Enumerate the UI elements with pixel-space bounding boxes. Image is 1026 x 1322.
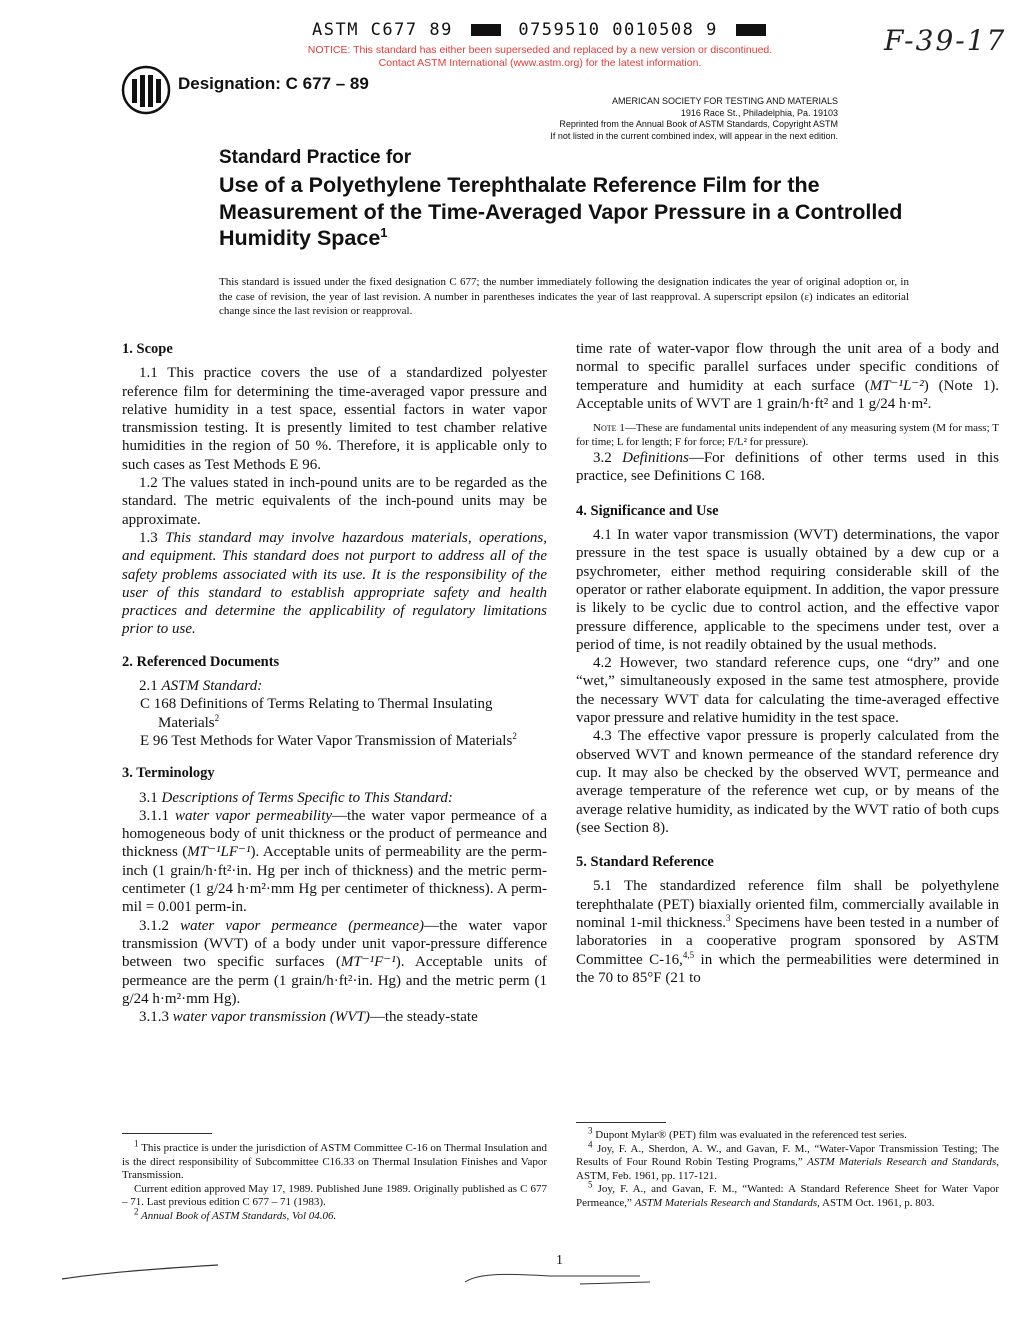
footnote-list-left [122, 1138, 547, 1223]
reference-e96 [140, 732, 547, 750]
para-3-1-1 [122, 807, 547, 917]
supersede-notice [280, 44, 800, 70]
page-number: 1 [556, 1253, 563, 1268]
para-3-1 [122, 789, 547, 807]
barcode-line [312, 20, 772, 40]
footnote-4-journal: ASTM Materials Research and Standards [807, 1156, 997, 1168]
footnote-5 [576, 1179, 999, 1210]
society-block [520, 96, 838, 142]
section-heading-terminology: 3. Terminology [122, 765, 215, 782]
para-3-1-2 [122, 917, 547, 1008]
para-3-1-2-b: ). Acceptable units of permeance are the perm (1 grain/h·ft²·in. Hg) and the metric perm (1 g/24 h·m²·mm Hg). [122, 954, 548, 1007]
title-footnote-ref: 1 [380, 224, 388, 240]
para-3-1-text: Descriptions of Terms Specific to This Standard: [161, 789, 453, 806]
barcode-right: 0759510 0010508 9 [518, 20, 718, 40]
para-3-2 [576, 449, 999, 486]
reference-c168-sup: 2 [214, 712, 220, 723]
designation: Designation: C 677 – 89 [178, 74, 369, 93]
notice-line-1: NOTICE: This standard has either been superseded and replaced by a new version or discontinued. [307, 44, 773, 56]
para-1-2: 1.2 The values stated in inch-pound units are to be regarded as the standard. The metric equivalents of the inch-pound units may be approximate. [122, 475, 547, 528]
note-1 [576, 421, 999, 449]
scan-mark-right [460, 1268, 660, 1290]
reprint-notice: Reprinted from the Annual Book of ASTM Standards, Copyright ASTM [559, 119, 838, 129]
left-column [122, 340, 547, 1026]
astm-logo-icon [121, 65, 171, 115]
footnote-5-b: , ASTM Oct. 1961, p. 803. [817, 1196, 935, 1209]
handwritten-note: F-39-17 [884, 24, 1007, 57]
para-5-1-sup2: 4,5 [682, 949, 695, 960]
section-heading-references: 2. Referenced Documents [122, 653, 280, 670]
para-5-1 [576, 877, 999, 987]
para-1-1: 1.1 This practice covers the use of a standardized polyester reference film for determining the time-averaged vapor pressure and relative humidity in a test space, essential factors in water vapor transmission testing. It is presently limited to test chamber relative humidities in the region of 50 %. Therefore, it is applicable only to such cases as Test Methods E 96. [122, 365, 547, 473]
para-1-3 [122, 529, 547, 639]
cont-unit: MT⁻¹L⁻² [869, 377, 924, 394]
footnote-4-b: , ASTM, Feb. 1961, pp. 117-121. [576, 1156, 999, 1182]
footnote-5-journal: ASTM Materials Research and Standards [634, 1196, 818, 1209]
right-column [576, 340, 999, 987]
para-5-1-b: Specimens have been tested in a number of laboratories in a cooperative program sponsored by ASTM Committee C-16, [576, 915, 1000, 968]
para-2-1-num: 2.1 [139, 678, 158, 695]
footnote-2 [122, 1205, 547, 1224]
para-3-1-1-b: ). Acceptable units of permeability are the perm-inch (1 grain/h·ft²·in. Hg per inch of thickness) and the metric perm-centimeter (1 g/24 h·m²·mm Hg per centimeter of thickness). A perm-mil = 0.001 perm-in. [122, 844, 547, 916]
para-4-3: 4.3 The effective vapor pressure is properly calculated from the observed WVT and known permeance of the standard reference dry cup. It may also be checked by the observed WVT, permeance and average temperature of the reference wet cup, or by means of the average relative humidity, as indicated by the WVT ratio of both cups (see Section 8). [576, 728, 999, 836]
term-permeability: water vapor permeability [175, 807, 333, 824]
footnote-3-text: Dupont Mylar® (PET) film was evaluated in the referenced test series. [592, 1129, 907, 1141]
para-3-1-3-a: —the steady-state [369, 1009, 478, 1026]
note-1-text: —These are fundamental units independent of any measuring system (M for mass; T for time; L for length; F for force; F/L² for pressure). [576, 422, 1000, 449]
title-prefix: Standard Practice for [219, 147, 412, 168]
footnote-2-text: Annual Book of ASTM Standards, Vol 04.06. [138, 1209, 337, 1222]
issuance-statement: This standard is issued under the fixed designation C 677; the number immediately following the designation indicates the year of original adoption or, in the case of revision, the year of last revision. A number in parentheses indicates the year of last reapproval. A superscript epsilon (ε) indicates an editorial change since the last revision or reapproval. [219, 276, 909, 317]
para-2-1-text: ASTM Standard: [161, 678, 263, 695]
note-1-label: Note 1 [593, 422, 625, 435]
footnote-1-text: This practice is under the jurisdiction of ASTM Committee C-16 on Thermal Insulation and is the direct responsibility of Subcommittee C16.33 on Thermal Insulation Finishes and Vapor Transmission. [122, 1142, 547, 1181]
para-3-1-2-num: 3.1.2 [139, 917, 169, 934]
reference-e96-text: E 96 Test Methods for Water Vapor Transmission of Materials [140, 732, 513, 749]
barcode-left: ASTM C677 89 [312, 20, 453, 40]
para-3-1-1-num: 3.1.1 [139, 807, 169, 824]
para-2-1 [122, 677, 547, 695]
cont-a: time rate of water-vapor flow through the unit area of a body and normal to specific parallel surfaces under specific conditions of temperature and humidity at each surface ( [576, 341, 999, 394]
para-3-2-text: —For definitions of other terms used in this practice, see Definitions C 168. [576, 450, 999, 485]
footnote-3 [576, 1125, 999, 1143]
footnote-1b: Current edition approved May 17, 1989. Published June 1989. Originally published as C 677 – 71. Last previous edition C 677 – 71 (1983). [122, 1182, 547, 1208]
footnote-4-a: Joy, F. A., Sherdon, A. W., and Gavan, F. M., “Water-Vapor Transmission Testing; The Results of Four Round Robin Testing Programs,” [576, 1142, 999, 1168]
footnote-5-a: Joy, F. A., and Gavan, F. M., “Wanted: A Standard Reference Sheet for Water Vapor Permeance,” [576, 1183, 999, 1209]
footnote-rule-right [576, 1122, 666, 1123]
footnote-5-mark: 5 [588, 1179, 593, 1190]
para-3-1-3-cont [576, 340, 999, 413]
para-1-3-num: 1.3 [139, 529, 158, 546]
notice-line-2: Contact ASTM International (www.astm.org) for the latest information. [378, 57, 702, 69]
society-address: 1916 Race St., Philadelphia, Pa. 19103 [680, 107, 838, 118]
reference-c168 [140, 695, 547, 732]
para-4-2: 4.2 However, two standard reference cups, one “dry” and one “wet,” simultaneously exposed in the same test atmosphere, provide the necessary WVT data for calculating the time-averaged effective vapor pressure and relative humidity in the test space. [576, 655, 999, 727]
footnote-rule [122, 1133, 212, 1134]
para-3-1-2-unit: MT⁻¹F⁻¹ [340, 954, 396, 971]
para-5-1-sup1: 3 [726, 913, 731, 924]
footnote-4 [576, 1138, 999, 1184]
section-heading-significance: 4. Significance and Use [576, 502, 719, 519]
society-name: AMERICAN SOCIETY FOR TESTING AND MATERIALS [611, 96, 838, 106]
barcode-block [471, 24, 501, 36]
footnote-2-mark: 2 [134, 1205, 139, 1216]
title-text: Use of a Polyethylene Terephthalate Reference Film for the Measurement of the Time-Averaged Vapor Pressure in a Controlled Humidity Space [219, 173, 903, 250]
para-5-1-c: in which the permeabilities were determined in the 70 to 85°F (21 to [576, 951, 999, 986]
footnote-1-mark: 1 [134, 1138, 139, 1149]
barcode-block-2 [736, 24, 766, 36]
section-heading-standard-reference: 5. Standard Reference [576, 854, 714, 871]
footnote-4-mark: 4 [588, 1138, 593, 1149]
term-permeance: water vapor permeance (permeance) [180, 917, 425, 934]
para-4-1: 4.1 In water vapor transmission (WVT) determinations, the vapor pressure in the test space is usually obtained by a dew cup or a psychrometer, either method requiring considerable skill of the operator or rather elaborate equipment. In addition, the vapor pressure is likely to be cyclic due to control action, and the effective vapor pressure difference, applicable to the specimens under test, over a period of time, is not readily obtained by the usual methods. [576, 527, 999, 653]
para-3-1-num: 3.1 [139, 789, 158, 806]
para-1-3-text: This standard may involve hazardous materials, operations, and equipment. This standard does not purport to address all of the safety problems associated with its use. It is the responsibility of the user of this standard to establish appropriate safety and health practices and determine the applicability of regulatory limitations prior to use. [122, 529, 547, 638]
para-3-2-num: 3.2 [593, 450, 612, 467]
para-3-1-3-num: 3.1.3 [139, 1009, 169, 1026]
footnote-list-right [576, 1125, 999, 1210]
cont-b: ) (Note 1). Acceptable units of WVT are 1 grain/h·ft² and 1 g/24 h·m². [576, 377, 999, 412]
index-notice: If not listed in the current combined index, will appear in the next edition. [550, 130, 838, 141]
document-title [219, 172, 939, 252]
section-heading-scope: 1. Scope [122, 341, 173, 357]
footnotes-right [576, 1122, 999, 1210]
footnotes-left [122, 1133, 547, 1223]
para-3-1-1-a: —the water vapor permeance of a homogeneous body of unit thickness or the product of permeance and thickness ( [122, 807, 547, 861]
term-wvt: water vapor transmission (WVT) [172, 1009, 370, 1026]
reference-e96-sup: 2 [512, 730, 517, 741]
para-3-1-2-a: —the water vapor transmission (WVT) of a body under unit vapor-pressure difference between two specific surfaces ( [122, 917, 547, 971]
para-3-1-1-unit: MT⁻¹LF⁻¹ [187, 844, 251, 861]
scan-mark-left [60, 1255, 220, 1285]
reference-c168-text: C 168 Definitions of Terms Relating to Thermal Insulating Materials [140, 696, 493, 731]
para-5-1-a: 5.1 The standardized reference film shall be polyethylene terephthalate (PET) biaxially oriented film, commercially available in nominal 1-mil thickness. [576, 878, 999, 932]
footnote-1 [122, 1138, 547, 1183]
para-3-2-term: Definitions [622, 450, 689, 467]
footnote-3-mark: 3 [588, 1125, 593, 1136]
para-3-1-3 [122, 1008, 547, 1026]
